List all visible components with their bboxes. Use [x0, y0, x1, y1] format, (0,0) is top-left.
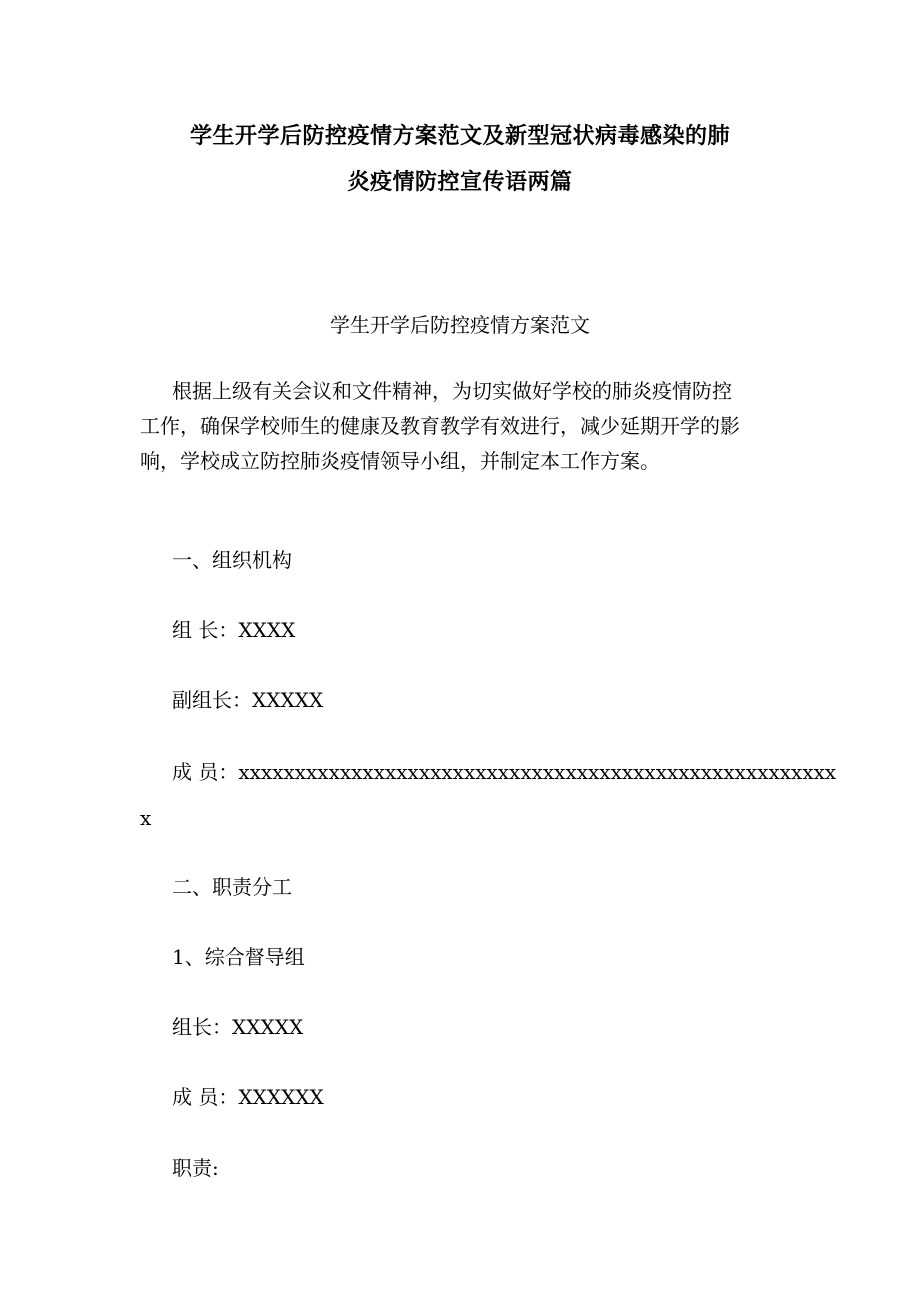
- section-2-heading: 二、职责分工: [172, 875, 292, 899]
- intro-line-2: 工作，确保学校师生的健康及教育教学有效进行，减少延期开学的影: [140, 414, 740, 438]
- intro-paragraph: [140, 374, 788, 479]
- section-subtitle: 学生开学后防控疫情方案范文: [330, 313, 590, 337]
- members-line-wrap: x: [140, 806, 152, 830]
- leader-line: 组 长：XXXX: [172, 618, 296, 642]
- members-line: 成 员：xxxxxxxxxxxxxxxxxxxxxxxxxxxxxxxxxxxxxxxxxxxxxxxxxxxxx: [172, 760, 837, 784]
- title-line-2: 炎疫情防控宣传语两篇: [347, 169, 573, 195]
- title-line-1: 学生开学后防控疫情方案范文及新型冠状病毒感染的肺: [189, 123, 730, 149]
- group-1-heading: 1、综合督导组: [172, 945, 305, 969]
- group-1-members-line: 成 员：XXXXXX: [172, 1085, 324, 1109]
- deputy-leader-line: 副组长：XXXXX: [172, 688, 324, 712]
- section-1-heading: 一、组织机构: [172, 548, 292, 572]
- document-title: [150, 113, 770, 205]
- group-1-leader-line: 组长：XXXXX: [172, 1015, 304, 1039]
- duties-label: 职责:: [172, 1156, 219, 1180]
- intro-line-1: 根据上级有关会议和文件精神，为切实做好学校的肺炎疫情防控: [172, 379, 732, 403]
- intro-line-3: 响，学校成立防控肺炎疫情领导小组，并制定本工作方案。: [140, 449, 660, 473]
